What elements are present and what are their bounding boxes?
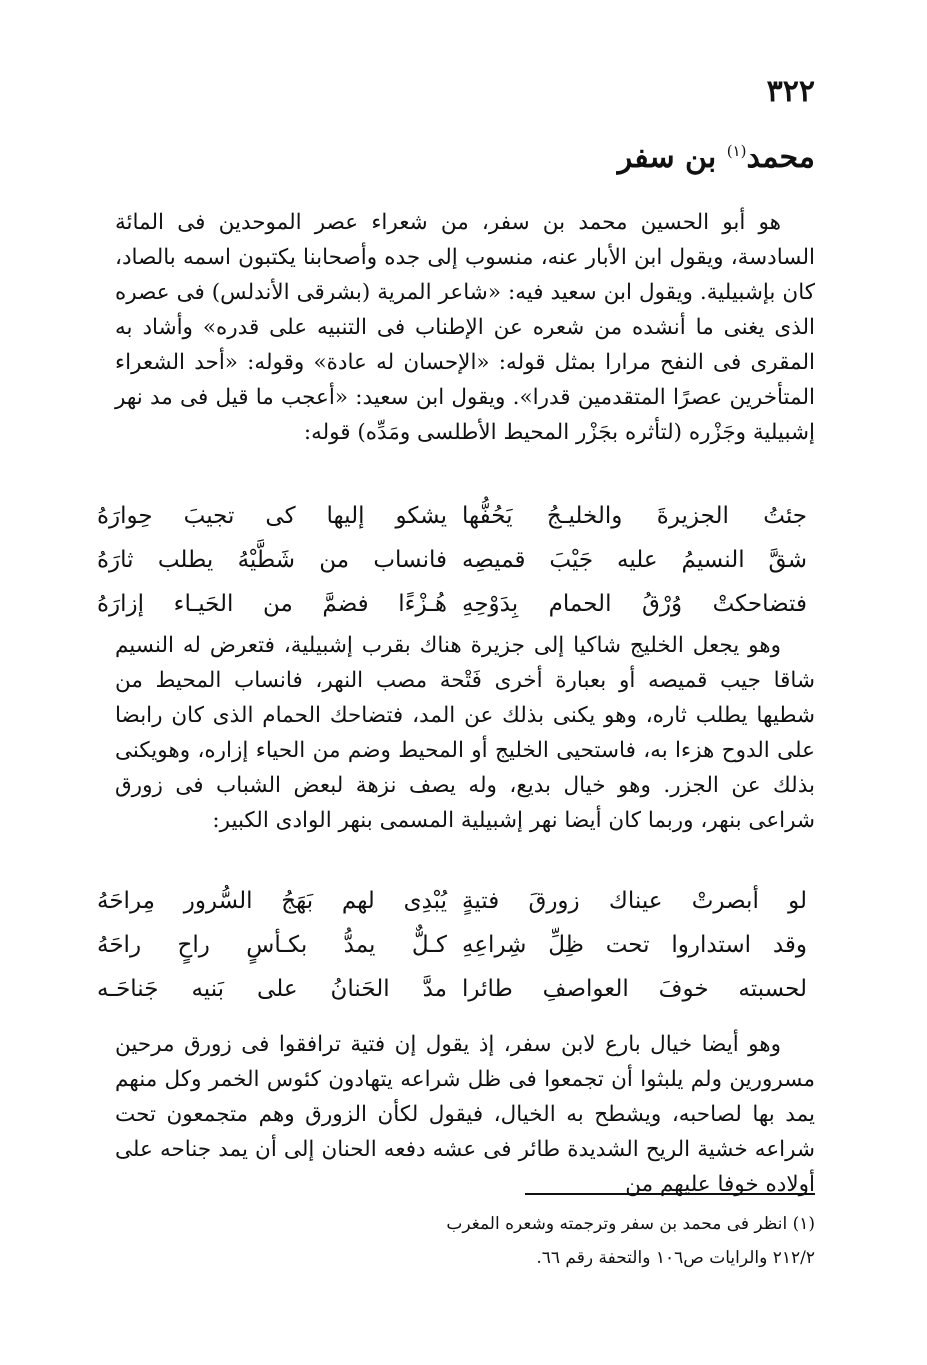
poem-verse [97,923,807,967]
verse-first-hemistich: وقد استداروا تحت ظِلِّ شِراعِهِ [462,932,807,958]
verse-second-hemistich: هُـزْءًا فضمَّ من الحَيـاء إزارَهُ [97,591,447,617]
verse-second-hemistich: كـلٌّ يمدُّ بكـأسٍ راحٍ راحَهُ [97,932,447,958]
footnote-marker: (١) [726,142,747,160]
page-title [618,140,815,175]
middle-text: وهو يجعل الخليج شاكيا إلى جزيرة هناك بقرب إشبيلية، فتعرض له النسيم شاقا جيب قميصه أو بعبارة أخرى فَتْحة مصب النهر، فانساب المحيط من شطيها يطلب ثاره، وهو يكنى بذلك عن المد، فتضاحك الحمام الذى كان رابضا على الدوح هزءا به، فاستحيى الخليج أو المحيط وضم من الحياء إزاره، وهويكنى بذلك عن الجزر. وهو خيال بديع، وله يصف نزهة لبعض الشباب فى زورق شراعى بنهر، وربما كان أيضا نهر إشبيلية المسمى بنهر الوادى الكبير: [115,633,815,833]
footnote-line: (١) انظر فى محمد بن سفر وترجمته وشعره المغرب [446,1214,815,1234]
heading-rest: بن سفر [617,140,727,175]
poem-verse [97,494,807,538]
verse-second-hemistich: يُبْدِى لهم بَهَجُ السُّرور مِراحَهُ [97,888,447,914]
footnote-line: ٢١٢/٢ والرايات ص١٠٦ والتحفة رقم ٦٦. [536,1248,815,1268]
heading-name: محمد [746,140,815,175]
page-number: ٣٢٢ [766,74,815,109]
intro-paragraph [115,205,815,450]
closing-text: وهو أيضا خيال بارع لابن سفر، إذ يقول إن فتية ترافقوا فى زورق مرحين مسرورين ولم يلبثوا أن تجمعوا فى ظل شراعه يتهادون كئوس الخمر وكل منهم يمد بها لصاحبه، ويشطح به الخيال، فيقول لكأن الزورق وهم متجمعون تحت شراعه خشية الريح الشديدة طائر فى عشه دفعه الحنان إلى أن يمد جناحه على أولاده خوفا عليهم من [115,1032,815,1197]
footnote-divider [525,1193,815,1195]
poem-verse [97,538,807,582]
poem-second [97,879,807,1011]
intro-text: هو أبو الحسين محمد بن سفر، من شعراء عصر الموحدين فى المائة السادسة، ويقول ابن الأبار عنه، منسوب إلى جده وأصحابنا يكتبون اسمه بالصاد، كان بإشبيلية. ويقول ابن سعيد فيه: «شاعر المرية (بشرقى الأندلس) فى عصره الذى يغنى ما أنشده من شعره عن الإطناب فى التنبيه على قدره» وأشاد به المقرى فى النفح مرارا بمثل قوله: «الإحسان له عادة» وقوله: «أحد الشعراء المتأخرين عصرًا المتقدمين قدرا». ويقول ابن سعيد: «أعجب ما قيل فى مد نهر إشبيلية وجَزْره (لتأثره بجَزْر المحيط الأطلسى ومَدِّه) قوله: [115,210,815,445]
middle-paragraph [115,628,815,838]
verse-first-hemistich: شقَّ النسيمُ عليه جَيْبَ قميصِه [462,547,807,573]
verse-second-hemistich: مدَّ الحَنانُ على بَنيه جَناحَـه [97,976,447,1002]
verse-second-hemistich: فانساب من شَطَّيْهُ يطلب ثارَهُ [97,547,447,573]
verse-second-hemistich: يشكو إليها كى تجيبَ حِوارَهُ [97,503,447,529]
verse-first-hemistich: جئتُ الجزيرةَ والخليـجُ يَحُفُّها [462,503,807,529]
poem-verse [97,967,807,1011]
verse-first-hemistich: لو أبصرتْ عيناك زورقَ فتيةٍ [462,888,807,914]
footnotes [395,1207,815,1275]
verse-first-hemistich: فتضاحكتْ وُرْقُ الحمام بِدَوْحِهِ [462,591,807,617]
verse-first-hemistich: لحسبته خوفَ العواصفِ طائرا [462,976,807,1002]
poem-verse [97,879,807,923]
poem-first [97,494,807,626]
closing-paragraph [115,1027,815,1202]
poem-verse [97,582,807,626]
